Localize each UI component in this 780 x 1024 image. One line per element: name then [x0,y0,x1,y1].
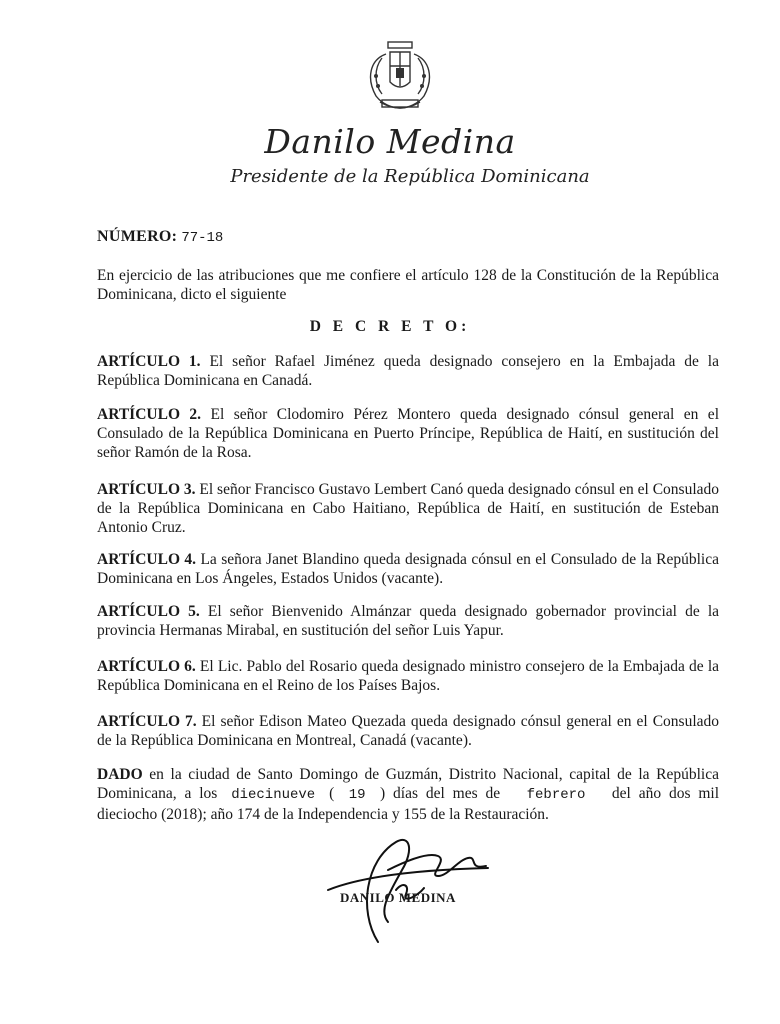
letterhead-title: Presidente de la República Dominicana [230,166,590,187]
dado-paragraph [97,765,719,824]
article-text: El señor Francisco Gustavo Lembert Canó queda designado cónsul en el Consulado de la República Dominicana en Cabo Haitiano, República de Haití, en sustitución de Esteban Antonio Cruz. [97,481,720,536]
day-close-paren: ) [380,785,386,802]
decree-number-label: NÚMERO: [97,228,178,245]
day-open-paren: ( [329,785,335,802]
dado-text-2: días del mes de [393,785,501,802]
article-text: El señor Edison Mateo Quezada queda designado cónsul general en el Consulado de la República Dominicana en Montreal, Canadá (vacante). [97,713,720,749]
intro-paragraph: En ejercicio de las atribuciones que me confiere el artículo 128 de la Constitución de la República Dominicana, dicto el siguiente [97,267,719,303]
article-7 [97,712,719,750]
article-label: ARTÍCULO 1. [97,353,201,370]
article-3 [97,480,719,537]
article-label: ARTÍCULO 7. [97,713,197,730]
article-text: La señora Janet Blandino queda designada cónsul en el Consulado de la República Dominicana en Los Ángeles, Estados Unidos (vacante). [97,551,719,587]
day-number: 19 [348,787,366,803]
article-text: El señor Bienvenido Almánzar queda designado gobernador provincial de la provincia Hermanas Mirabal, en sustitución del señor Luis Yapur. [97,603,720,639]
month-value: febrero [526,787,586,803]
decree-number-line [97,228,223,246]
decree-heading: D E C R E T O: [309,318,471,335]
signature-printed-name: DANILO MEDINA [340,890,456,905]
article-text: El señor Clodomiro Pérez Montero queda designado cónsul general en el Consulado de la República Dominicana en Puerto Príncipe, República de Haití, en sustitución del señor Ramón de la Rosa. [97,406,719,461]
article-5 [97,602,719,640]
article-4 [97,550,719,588]
letterhead-name: Danilo Medina [264,122,516,161]
dado-text-3: del año dos mil dieciocho (2018); año 174 de la Independencia y 155 de la Restauración. [97,785,720,823]
dado-text-1: en la ciudad de Santo Domingo de Guzmán, Distrito Nacional, capital de la República Dominicana, a los [97,766,720,802]
article-label: ARTÍCULO 2. [97,406,202,423]
article-label: ARTÍCULO 4. [97,551,197,568]
article-text: El señor Rafael Jiménez queda designado consejero en la Embajada de la República Dominicana en Canadá. [97,353,719,389]
coat-of-arms-icon [352,38,448,122]
article-1 [97,352,719,390]
day-words: diecinueve [231,787,316,803]
article-2 [97,405,719,462]
article-label: ARTÍCULO 6. [97,658,196,675]
article-label: ARTÍCULO 3. [97,481,196,498]
article-text: El Lic. Pablo del Rosario queda designado ministro consejero de la Embajada de la República Dominicana en el Reino de los Países Bajos. [97,658,720,694]
dado-label: DADO [97,766,143,783]
article-6 [97,657,719,695]
article-label: ARTÍCULO 5. [97,603,200,620]
decree-number-value: 77-18 [181,230,224,246]
